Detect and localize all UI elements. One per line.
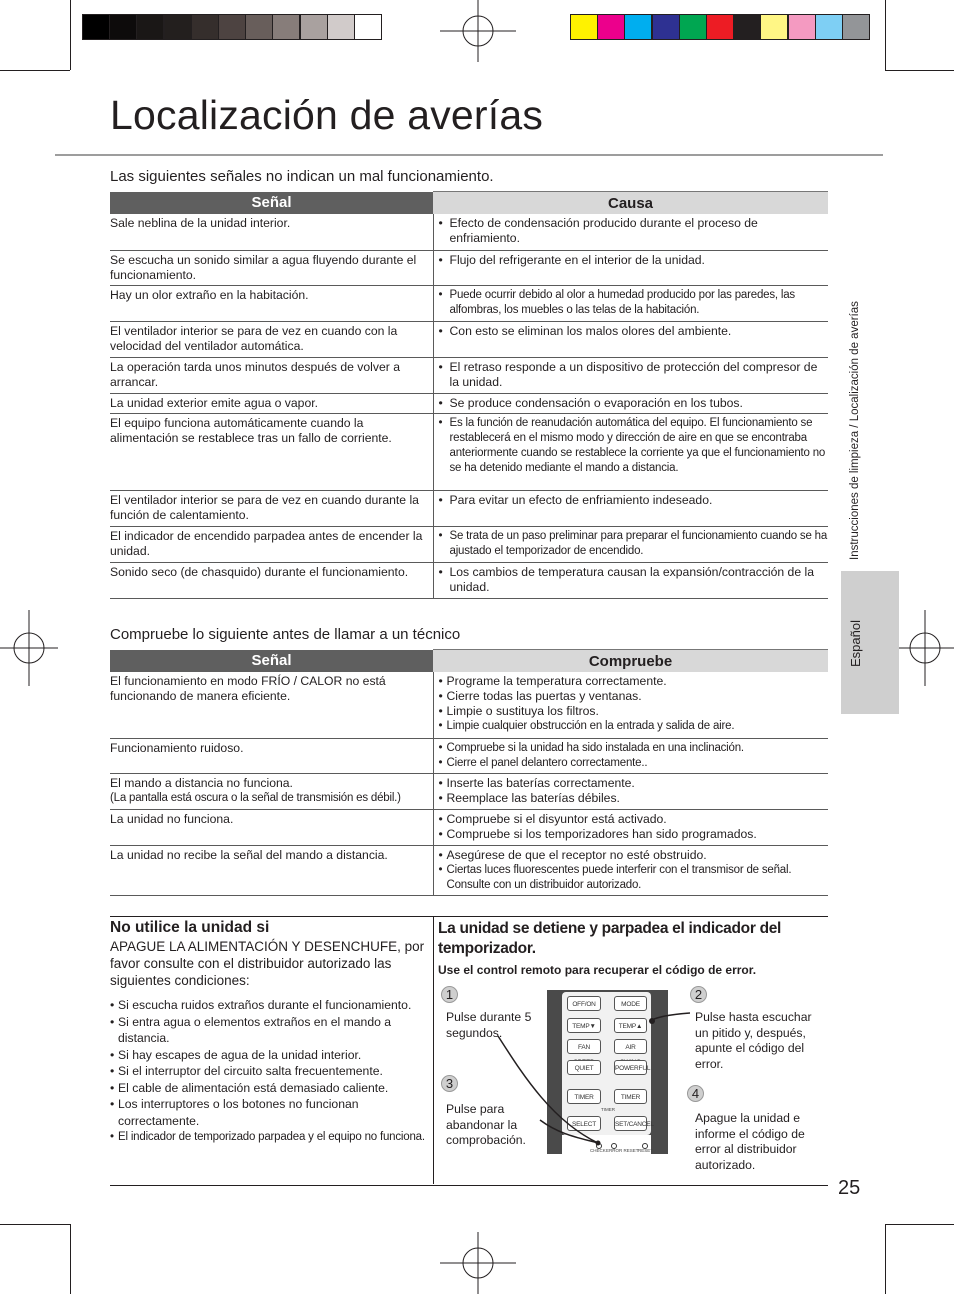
color-swatch — [842, 14, 870, 40]
language-tab-label: Español — [848, 620, 863, 667]
list-item: Los interruptores o los botones no funcionan correctamente. — [118, 1097, 359, 1128]
check-item: Cierre el panel delantero correctamente.. — [446, 756, 648, 769]
signal-cell: Sonido seco (de chasquido) durante el funcionamiento. — [110, 562, 433, 598]
color-swatch — [327, 14, 355, 40]
remote-powerful-button: POWERFUL — [614, 1060, 647, 1075]
check-item: Cierre todas las puertas y ventanas. — [446, 689, 642, 703]
page-title: Localización de averías — [110, 92, 544, 138]
table-row: La unidad no funciona. • Compruebe si el disyuntor está activado. • Compruebe si los temporizadores han sido programados. — [110, 809, 828, 845]
step-number: 3 — [441, 1075, 458, 1092]
col-header-signal: Señal — [110, 650, 433, 673]
table-row: Sonido seco (de chasquido) durante el funcionamiento. • Los cambios de temperatura causan la expansión/contracción de la unidad. — [110, 562, 828, 598]
cause-cell: Se produce condensación o evaporación en los tubos. — [449, 395, 743, 410]
remote-set-cancel-button: SET/CANCEL — [614, 1116, 647, 1131]
color-swatch — [245, 14, 273, 40]
list-item: El indicador de temporizado parpadea y el equipo no funciona. — [118, 1131, 425, 1143]
title-rule — [55, 154, 883, 156]
cause-cell: Es la función de reanudación automática del equipo. El funcionamiento se restablecerá en el mismo modo y dirección de aire en que se encontraba anteriormente cuando se restablece la corriente ya que el funcionamiento no se ha detenido mediante el mando a distancia. — [449, 416, 826, 474]
signal-cell: Funcionamiento ruidoso. — [110, 738, 433, 773]
side-running-head: Instrucciones de limpieza / Localización de averías — [849, 301, 861, 560]
signal-cell: Hay un olor extraño en la habitación. — [110, 285, 433, 321]
no-use-intro: APAGUE LA ALIMENTACIÓN Y DESENCHUFE, por favor consulte con el distribuidor autorizado las siguientes condiciones: — [110, 939, 425, 988]
color-swatch — [760, 14, 788, 40]
crop-mark — [885, 70, 954, 71]
table-row: El mando a distancia no funciona. (La pantalla está oscura o la señal de transmisión es débil.) • Inserte las baterías correctamente. • Reemplace las baterías débiles. — [110, 773, 828, 809]
step-number: 2 — [690, 986, 707, 1003]
signal-cell: El ventilador interior se para de vez en cuando durante la función de calentamiento. — [110, 490, 433, 526]
crop-mark — [885, 1224, 886, 1294]
cause-cell: Con esto se eliminan los malos olores del ambiente. — [449, 323, 732, 338]
list-item: Si hay escapes de agua de la unidad interior. — [118, 1047, 362, 1062]
cause-cell: El retraso responde a un dispositivo de protección del compresor de la unidad. — [449, 359, 818, 389]
step-text: Pulse durante 5 segundos. — [446, 1010, 532, 1040]
check-item: Compruebe si los temporizadores han sido programados. — [446, 826, 757, 841]
list-item: Si el interruptor del circuito salta frecuentemente. — [118, 1064, 383, 1078]
section1-heading: Las siguientes señales no indican un mal funcionamiento. — [110, 168, 494, 185]
remote-air-swing-button: AIR — [614, 1039, 647, 1054]
color-swatch — [191, 14, 219, 40]
section2-table — [110, 649, 828, 896]
list-item: El cable de alimentación está demasiado caliente. — [118, 1080, 389, 1095]
stop-subtitle: Use el control remoto para recuperar el código de error. — [438, 963, 757, 977]
color-swatch — [272, 14, 300, 40]
color-swatch — [570, 14, 598, 40]
registration-mark — [440, 0, 516, 62]
remote-temp-up-button: TEMP▲ — [614, 1018, 647, 1033]
no-use-title: No utilice la unidad si — [110, 919, 270, 936]
signal-cell: El indicador de encendido parpadea antes de encender la unidad. — [110, 526, 433, 562]
color-swatch — [164, 14, 192, 40]
table-row: La unidad no recibe la señal del mando a distancia. • Asegúrese de que el receptor no esté obstruido. • Ciertas luces fluorescentes puede interferir con el transmisor de señal. Consulte con un distribuidor autorizado. — [110, 845, 828, 895]
table-row: Sale neblina de la unidad interior. • Efecto de condensación producido durante el proceso de enfriamiento. — [110, 214, 828, 250]
signal-cell: El equipo funciona automáticamente cuando la alimentación se restablece tras un fallo de corriente. — [110, 413, 433, 490]
signal-cell: La unidad exterior emite agua o vapor. — [110, 393, 433, 413]
step-text: Pulse hasta escuchar un pitido y, después, apunte el código del error. — [695, 1010, 812, 1071]
step-text: Apague la unidad e informe el código de error al distribuidor autorizado. — [695, 1111, 805, 1172]
remote-fan-speed-button: FAN — [567, 1039, 601, 1054]
no-use-list: • Si escucha ruidos extraños durante el funcionamiento. • Si entra agua o elementos extraños en el mando a distancia. • Si hay escapes de agua de la unidad interior. • Si el interruptor del circuito salta frecuentemente. • El cable de alimentación está demasiado caliente. • Los interruptores o los botones no funcionan correctamente. • El indicador de temporizado parpadea y el equipo no funciona. — [110, 997, 428, 1146]
crop-mark — [70, 0, 71, 70]
color-swatch — [652, 14, 680, 40]
check-item: Limpie cualquier obstrucción en la entrada y salida de aire. — [446, 720, 735, 732]
check-item: Compruebe si el disyuntor está activado. — [446, 811, 667, 826]
col-header-cause: Causa — [433, 192, 828, 215]
check-item: Ciertas luces fluorescentes puede interferir con el transmisor de señal. Consulte con un distribuidor autorizado. — [446, 863, 792, 891]
remote-timer-off-button: TIMER — [614, 1089, 647, 1104]
remote-timer-label: TIMER — [601, 1107, 615, 1112]
col-header-signal: Señal — [110, 192, 433, 215]
remote-mode-button: MODE — [614, 996, 647, 1011]
remote-temp-down-button: TEMP▼ — [567, 1018, 601, 1033]
section1-table — [110, 191, 828, 599]
check-item: Compruebe si la unidad ha sido instalada en una inclinación. — [446, 741, 744, 754]
crop-mark — [885, 1224, 954, 1225]
table-row: Hay un olor extraño en la habitación. • Puede ocurrir debido al olor a humedad producido por las paredes, las alfombras, los muebles o las telas de la habitación. — [110, 285, 828, 321]
registration-mark — [440, 1232, 516, 1294]
check-item: Limpie o sustituya los filtros. — [446, 704, 599, 718]
table-row: El ventilador interior se para de vez en cuando con la velocidad del ventilador automática. • Con esto se eliminan los malos olores del ambiente. — [110, 321, 828, 357]
remote-quiet-button: QUIET — [567, 1060, 601, 1075]
signal-subnote: (La pantalla está oscura o la señal de transmisión es débil.) — [110, 791, 401, 804]
color-swatch — [354, 14, 382, 40]
check-item: Reemplace las baterías débiles. — [446, 790, 620, 805]
cause-cell: Efecto de condensación producido durante el proceso de enfriamiento. — [449, 216, 758, 245]
crop-mark — [70, 1224, 71, 1294]
signal-cell: Se escucha un sonido similar a agua fluyendo durante el funcionamiento. — [110, 250, 433, 285]
signal-cell: El funcionamiento en modo FRÍO / CALOR no está funcionando de manera eficiente. — [110, 672, 433, 738]
crop-mark — [885, 0, 886, 70]
list-item: Si escucha ruidos extraños durante el funcionamiento. — [118, 998, 412, 1012]
table-row: El equipo funciona automáticamente cuando la alimentación se restablece tras un fallo de corriente. • Es la función de reanudación automática del equipo. El funcionamiento se restablecerá en el mismo modo y dirección de aire en que se encontraba anteriormente cuando se restablece la corriente ya que el funcionamiento no se ha detenido mediante el mando a distancia. — [110, 413, 828, 490]
signal-cell: El ventilador interior se para de vez en cuando con la velocidad del ventilador automática. — [110, 321, 433, 357]
callout-lines — [480, 1010, 700, 1150]
step-text: Pulse para abandonar la comprobación. — [446, 1102, 526, 1147]
list-item: Si entra agua o elementos extraños en el mando a distancia. — [118, 1014, 392, 1045]
cause-cell: Flujo del refrigerante en el interior de la unidad. — [449, 252, 705, 267]
check-item: Inserte las baterías correctamente. — [446, 775, 635, 790]
color-swatch — [624, 14, 652, 40]
stop-title: La unidad se detiene y parpadea el indicador del temporizador. — [438, 920, 782, 957]
color-swatch — [733, 14, 761, 40]
cause-cell: Los cambios de temperatura causan la expansión/contracción de la unidad. — [449, 564, 814, 594]
remote-off-on-button: OFF/ON — [567, 996, 601, 1011]
signal-cell: La operación tarda unos minutos después de volver a arrancar. — [110, 357, 433, 393]
color-swatch — [706, 14, 734, 40]
remote-check-label: CHECK — [590, 1148, 606, 1153]
table-row: El funcionamiento en modo FRÍO / CALOR no está funcionando de manera eficiente. • Programe la temperatura correctamente. • Cierre todas las puertas y ventanas. • Limpie o sustituya los filtros. • Limpie cualquier obstrucción en la entrada y salida de aire. — [110, 672, 828, 738]
table-row: Se escucha un sonido similar a agua fluyendo durante el funcionamiento. • Flujo del refrigerante en el interior de la unidad. — [110, 250, 828, 285]
cause-cell: Se trata de un paso preliminar para preparar el funcionamiento cuando se ha ajustado el temporizador de encendido. — [449, 529, 828, 557]
table-row: El indicador de encendido parpadea antes de encender la unidad. • Se trata de un paso preliminar para preparar el funcionamiento cuando se ha ajustado el temporizador de encendido. — [110, 526, 828, 562]
color-swatch — [679, 14, 707, 40]
check-item: Asegúrese de que el receptor no esté obstruido. — [446, 847, 707, 862]
color-swatch — [788, 14, 816, 40]
remote-select-button: SELECT — [567, 1116, 601, 1131]
color-swatch — [218, 14, 246, 40]
table-row: La unidad exterior emite agua o vapor. • Se produce condensación o evaporación en los tubos. — [110, 393, 828, 413]
table-row: Funcionamiento ruidoso. • Compruebe si la unidad ha sido instalada en una inclinación. • Cierre el panel delantero correctamente.. — [110, 738, 828, 773]
color-swatch — [815, 14, 843, 40]
check-item: Programe la temperatura correctamente. — [446, 674, 667, 688]
section2-heading: Compruebe lo siguiente antes de llamar a un técnico — [110, 626, 461, 643]
bottom-divider — [433, 916, 434, 1184]
signal-cell: Sale neblina de la unidad interior. — [110, 214, 433, 250]
registration-mark — [0, 610, 58, 686]
crop-mark — [0, 1224, 70, 1225]
color-swatch — [597, 14, 625, 40]
signal-cell: El mando a distancia no funciona. — [110, 775, 293, 790]
col-header-check: Compruebe — [433, 650, 828, 673]
table-row: El ventilador interior se para de vez en cuando durante la función de calentamiento. • Para evitar un efecto de enfriamiento indeseado. — [110, 490, 828, 526]
crop-mark — [0, 70, 70, 71]
table-row: La operación tarda unos minutos después de volver a arrancar. • El retraso responde a un dispositivo de protección del compresor de la unidad. — [110, 357, 828, 393]
step-number: 4 — [687, 1085, 704, 1102]
signal-cell: La unidad no funciona. — [110, 809, 433, 845]
registration-mark — [896, 610, 954, 686]
remote-error-reset-label: ERROR RESET — [606, 1148, 639, 1153]
color-swatch — [109, 14, 137, 40]
color-swatch — [136, 14, 164, 40]
page-number: 25 — [838, 1177, 861, 1199]
remote-timer-on-button: TIMER — [567, 1089, 601, 1104]
color-swatch — [300, 14, 328, 40]
cause-cell: Para evitar un efecto de enfriamiento indeseado. — [449, 492, 713, 507]
cause-cell: Puede ocurrir debido al olor a humedad producido por las paredes, las alfombras, los muebles o las telas de la habitación. — [449, 288, 795, 316]
step-number: 1 — [441, 986, 458, 1003]
signal-cell: La unidad no recibe la señal del mando a distancia. — [110, 845, 433, 895]
remote-reset-label: RESET — [638, 1148, 654, 1153]
color-swatch — [82, 14, 110, 40]
